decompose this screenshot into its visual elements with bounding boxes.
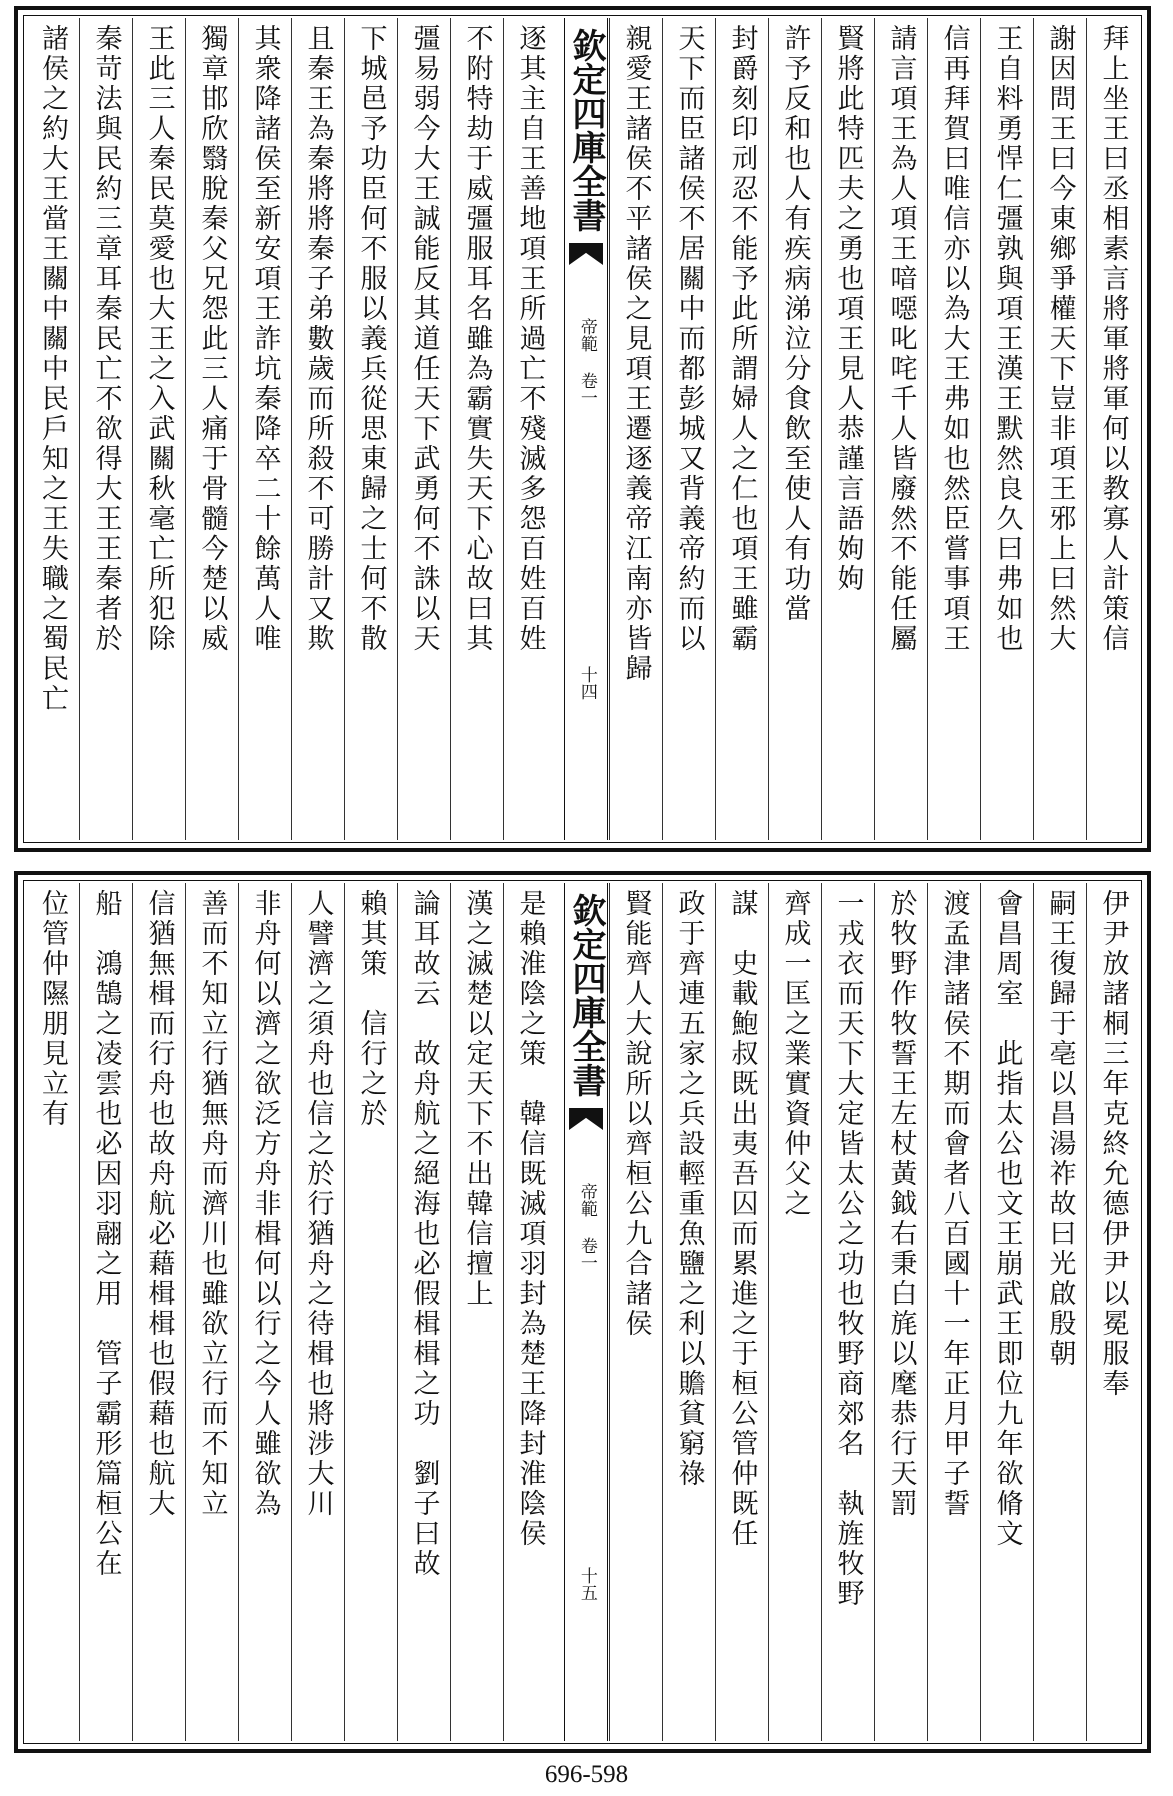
text-column [768, 18, 821, 840]
column-text: 許予反和也人有疾病涕泣分食飲至使人有功當 [779, 24, 811, 624]
column-text: 天下而臣諸侯不居關中而都彭城又背義帝約而以 [673, 24, 705, 654]
text-column [503, 18, 556, 840]
text-column [291, 883, 344, 1741]
text-column [980, 18, 1033, 840]
text-column [26, 883, 79, 1741]
text-column [662, 18, 715, 840]
text-column [344, 883, 397, 1741]
column-text: 諸侯之約大王當王關中關中民戶知之王失職之蜀民亡 [37, 24, 68, 714]
column-text: 王自料勇悍仁彊孰與項王漢王默然良久曰弗如也 [991, 24, 1023, 654]
column-text: 善而不知立行猶無舟而濟川也雖欲立行而不知立 [196, 889, 228, 1519]
column-text: 漢之滅楚以定天下不出韓信擅上 [461, 889, 493, 1309]
text-column [344, 18, 397, 840]
column-text: 非舟何以濟之欲泛方舟非楫何以行之今人雖欲為 [249, 889, 281, 1519]
text-column [1086, 883, 1139, 1741]
spine-book-title: 欽定四庫全書 [566, 28, 606, 232]
column-text: 王此三人秦民莫愛也大王之入武關秋毫亡所犯除 [143, 24, 175, 654]
column-text: 信猶無楫而行舟也故舟航必藉楫楫也假藉也航大 [143, 889, 175, 1519]
text-column [238, 18, 291, 840]
text-column [132, 18, 185, 840]
text-column [609, 18, 662, 840]
text-column [397, 18, 450, 840]
text-column [715, 883, 768, 1741]
text-column [821, 883, 874, 1741]
text-column [927, 883, 980, 1741]
text-column [79, 883, 132, 1741]
text-column [874, 883, 927, 1741]
text-column [768, 883, 821, 1741]
text-column [238, 883, 291, 1741]
fishtail-mark-icon [569, 1108, 603, 1130]
column-text: 不附特劫于威彊服耳名雖為霸實失天下心故曰其 [461, 24, 493, 654]
bottom-page-panel [14, 871, 1151, 1753]
text-column [662, 883, 715, 1741]
column-text: 拜上坐王曰丞相素言將軍將軍何以教寡人計策信 [1097, 24, 1129, 654]
top-right-half [609, 18, 1139, 840]
spine-book-title: 欽定四庫全書 [566, 893, 606, 1097]
spine-page-number: 十五 [576, 1567, 597, 1601]
text-column [1033, 883, 1086, 1741]
column-text: 會昌周室 此指太公也文王崩武王即位九年欲脩文 [991, 889, 1023, 1549]
column-text: 賴其策 信行之於 [355, 889, 387, 1129]
text-column [26, 18, 79, 840]
center-spine [564, 883, 608, 1741]
column-text: 謝因問王曰今東鄉爭權天下豈非項王邪上曰然大 [1044, 24, 1076, 654]
text-column [821, 18, 874, 840]
text-column [185, 883, 238, 1741]
column-text: 於牧野作牧誓王左杖黃鉞右秉白旄以麾恭行天罰 [885, 889, 917, 1519]
fishtail-mark-icon [569, 243, 603, 265]
text-column [874, 18, 927, 840]
text-column [291, 18, 344, 840]
bottom-right-half [609, 883, 1139, 1741]
spine-volume: 帝範 卷一 [576, 318, 597, 406]
text-column [397, 883, 450, 1741]
column-text: 秦苛法與民約三章耳秦民亡不欲得大王王秦者於 [90, 24, 122, 654]
column-text: 伊尹放諸桐三年克終允德伊尹以冕服奉 [1097, 889, 1129, 1399]
column-text: 位管仲隰朋見立有 [37, 889, 68, 1129]
column-text: 親愛王諸侯不平諸侯之見項王遷逐義帝江南亦皆歸 [620, 24, 652, 684]
text-column [503, 883, 556, 1741]
spine-page-number: 十四 [576, 666, 597, 700]
column-text: 一戎衣而天下大定皆太公之功也牧野商郊名 執旌牧野 [832, 889, 864, 1609]
text-column [450, 18, 503, 840]
column-text: 賢能齊人大說所以齊桓公九合諸侯 [620, 889, 652, 1339]
column-text: 彊易弱今大王誠能反其道任天下武勇何不誅以天 [408, 24, 440, 654]
column-text: 人譬濟之須舟也信之於行猶舟之待楫也將涉大川 [302, 889, 334, 1519]
column-text: 賢將此特匹夫之勇也項王見人恭謹言語姁姁 [832, 24, 864, 594]
top-left-half [26, 18, 556, 840]
page-footer-code: 696-598 [544, 1761, 629, 1788]
column-text: 船 鴻鵠之凌雲也必因羽翮之用 管子霸形篇桓公在 [90, 889, 122, 1579]
column-text: 封爵刻印刓忍不能予此所謂婦人之仁也項王雖霸 [726, 24, 758, 654]
column-text: 齊成一匡之業實資仲父之 [779, 889, 811, 1219]
column-text: 嗣王復歸于亳以昌湯祚故曰光啟殷朝 [1044, 889, 1076, 1369]
spine-volume: 帝範 卷一 [576, 1183, 597, 1271]
center-spine [564, 18, 608, 840]
text-column [715, 18, 768, 840]
column-text: 獨章邯欣翳脫秦父兄怨此三人痛于骨髓今楚以威 [196, 24, 228, 654]
bottom-left-half [26, 883, 556, 1741]
top-page-panel [14, 6, 1151, 852]
column-text: 其衆降諸侯至新安項王詐坑秦降卒二十餘萬人唯 [249, 24, 281, 654]
text-column [1086, 18, 1139, 840]
text-column [450, 883, 503, 1741]
column-text: 謀 史載鮑叔既出夷吾囚而累進之于桓公管仲既任 [726, 889, 758, 1549]
text-column [927, 18, 980, 840]
text-column [185, 18, 238, 840]
text-column [1033, 18, 1086, 840]
text-column [132, 883, 185, 1741]
text-column [980, 883, 1033, 1741]
text-column [79, 18, 132, 840]
column-text: 信再拜賀曰唯信亦以為大王弗如也然臣嘗事項王 [938, 24, 970, 654]
column-text: 政于齊連五家之兵設輕重魚鹽之利以贍貧窮祿 [673, 889, 705, 1489]
column-text: 且秦王為秦將將秦子弟數歲而所殺不可勝計又欺 [302, 24, 334, 654]
text-column [609, 883, 662, 1741]
column-text: 渡孟津諸侯不期而會者八百國十一年正月甲子誓 [938, 889, 970, 1519]
column-text: 逐其主自王善地項王所過亡不殘滅多怨百姓百姓 [514, 24, 546, 654]
column-text: 論耳故云 故舟航之絕海也必假楫楫之功 劉子曰故 [408, 889, 440, 1579]
column-text: 是賴淮陰之策 韓信既滅項羽封為楚王降封淮陰侯 [514, 889, 546, 1549]
column-text: 請言項王為人項王喑噁叱咤千人皆廢然不能任屬 [885, 24, 917, 654]
column-text: 下城邑予功臣何不服以義兵從思東歸之士何不散 [355, 24, 387, 654]
